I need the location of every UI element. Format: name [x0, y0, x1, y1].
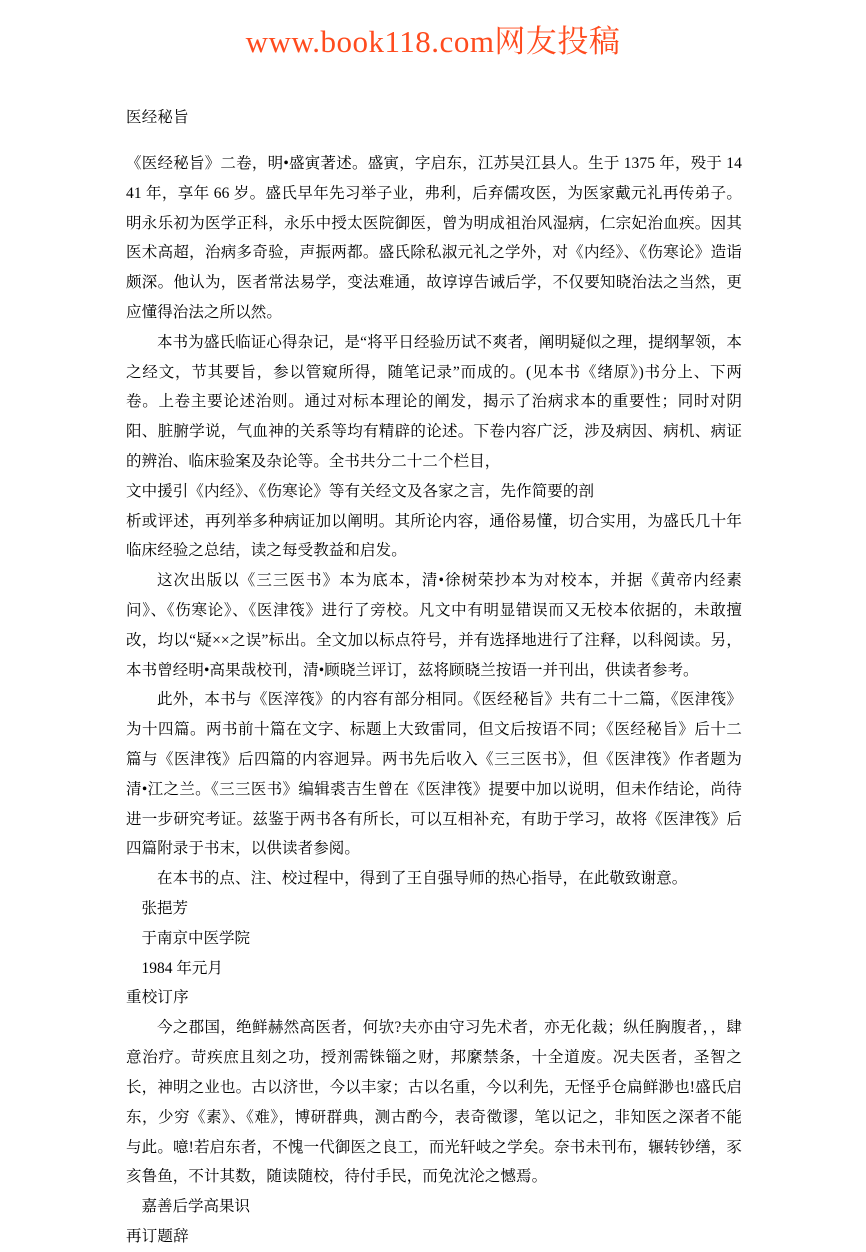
page-title: 医经秘旨: [126, 109, 189, 126]
signature-date: 1984 年元月: [141, 959, 223, 977]
document-body: [126, 103, 742, 1252]
paragraph-revision-preface: 今之郡国，绝鲜赫然高医者，何欤?夫亦由守习先术者，亦无化裁；纵任胸腹者，，肆意治疗。苛疾庶且刻之功，授剂需铢锱之财，邦縻禁条，十全道废。况夫医者，圣智之长，神明之业也。古以济世，今以丰家；古以名重，今以利先，无怪乎仓扁鲜渺也!盛氏启东，少穷《素》、《难》，博研群典，测古酌今，表奇徵谬，笔以记之，非知医之深者不能与此。噫!若启东者，不愧一代御医之良工，而光轩岐之学矣。奈书未刊布，辗转钞缮，豕亥鲁鱼，不计其数，随读随校，待付手民，而免沈沦之憾焉。: [126, 1019, 742, 1186]
paragraph-comparison: 此外，本书与《医滓筏》的内容有部分相同。《医经秘旨》共有二十二篇，《医津筏》为十四篇。两书前十篇在文字、标题上大致雷同，但文后按语不同；《医经秘旨》后十二篇与《医津筏》后四篇的内容迥异。两书先后收入《三三医书》，但《医津筏》作者题为清•江之兰。《三三医书》编辑裘吉生曾在《医津筏》提要中加以说明，但未作结论，尚待进一步研究考证。兹鉴于两书各有所长，可以互相补充，有助于学习，故将《医津筏》后四篇附录于书末，以供读者参阅。: [126, 691, 742, 858]
paragraph-content-line-a: 文中援引《内经》、《伤寒论》等有关经文及各家之言，先作简要的剖: [126, 482, 595, 500]
signature-institution: 于南京中医学院: [141, 929, 251, 947]
section-heading-reedit-inscription: 再订题辞: [126, 1227, 189, 1245]
watermark-text: www.book118.com网友投稿: [245, 24, 621, 59]
paragraph-edition-notes: 这次出版以《三三医书》本为底本，清•徐树荣抄本为对校本，并据《黄帝内经素问》、《伤寒论》、《医津筏》进行了旁校。凡文中有明显错误而又无校本依据的，未敢擅改，均以“疑××之误”标出。全文加以标点符号，并有选择地进行了注释，以科阅读。另，本书曾经明•高果哉校刊，清•顾晓兰评订，兹将顾晓兰按语一并刊出，供读者参考。: [126, 572, 742, 679]
signature-revision-author: 嘉善后学高果识: [141, 1198, 251, 1216]
paragraph-content-summary: 本书为盛氏临证心得杂记，是“将平日经验历试不爽者，阐明疑似之理，提纲挈领，本之经文，节其要旨，参以管窥所得，随笔记录”而成的。(见本书《绪原》)书分上、下两卷。上卷主要论述治则。通过对标本理论的阐发，揭示了治病求本的重要性；同时对阴阳、脏腑学说，气血神的关系等均有精辟的论述。下卷内容广泛，涉及病因、病机、病证的辨治、临床验案及杂论等。全书共分二十二个栏目，: [126, 333, 742, 470]
section-heading-revision-preface: 重校订序: [126, 989, 189, 1007]
paragraph-overview: 《医经秘旨》二卷，明•盛寅著述。盛寅，字启东，江苏吴江县人。生于 1375 年，殁于 1441 年，享年 66 岁。盛氏早年先习举子业，弗利，后弃儒攻医，为医家戴元礼再传弟子。明永乐初为医学正科，永乐中授太医院御医，曾为明成祖治风湿病，仁宗妃治血疾。因其医术高超，治病多奇验，声振两都。盛氏除私淑元礼之学外，对《内经》、《伤寒论》造诣颇深。他认为，医者常法易学，变法难通，故谆谆告诫后学，不仅要知晓治法之当然，更应懂得治法之所以然。: [126, 155, 742, 321]
paragraph-acknowledgement: 在本书的点、注、校过程中，得到了王自强导师的热心指导，在此敬致谢意。: [157, 870, 688, 888]
signature-author-name: 张挹芳: [141, 899, 189, 917]
paragraph-content-line-b: 析或评述，再列举多种病证加以阐明。其所论内容，通俗易懂，切合实用，为盛氏几十年临床经验之总结，读之每受教益和启发。: [126, 512, 742, 560]
